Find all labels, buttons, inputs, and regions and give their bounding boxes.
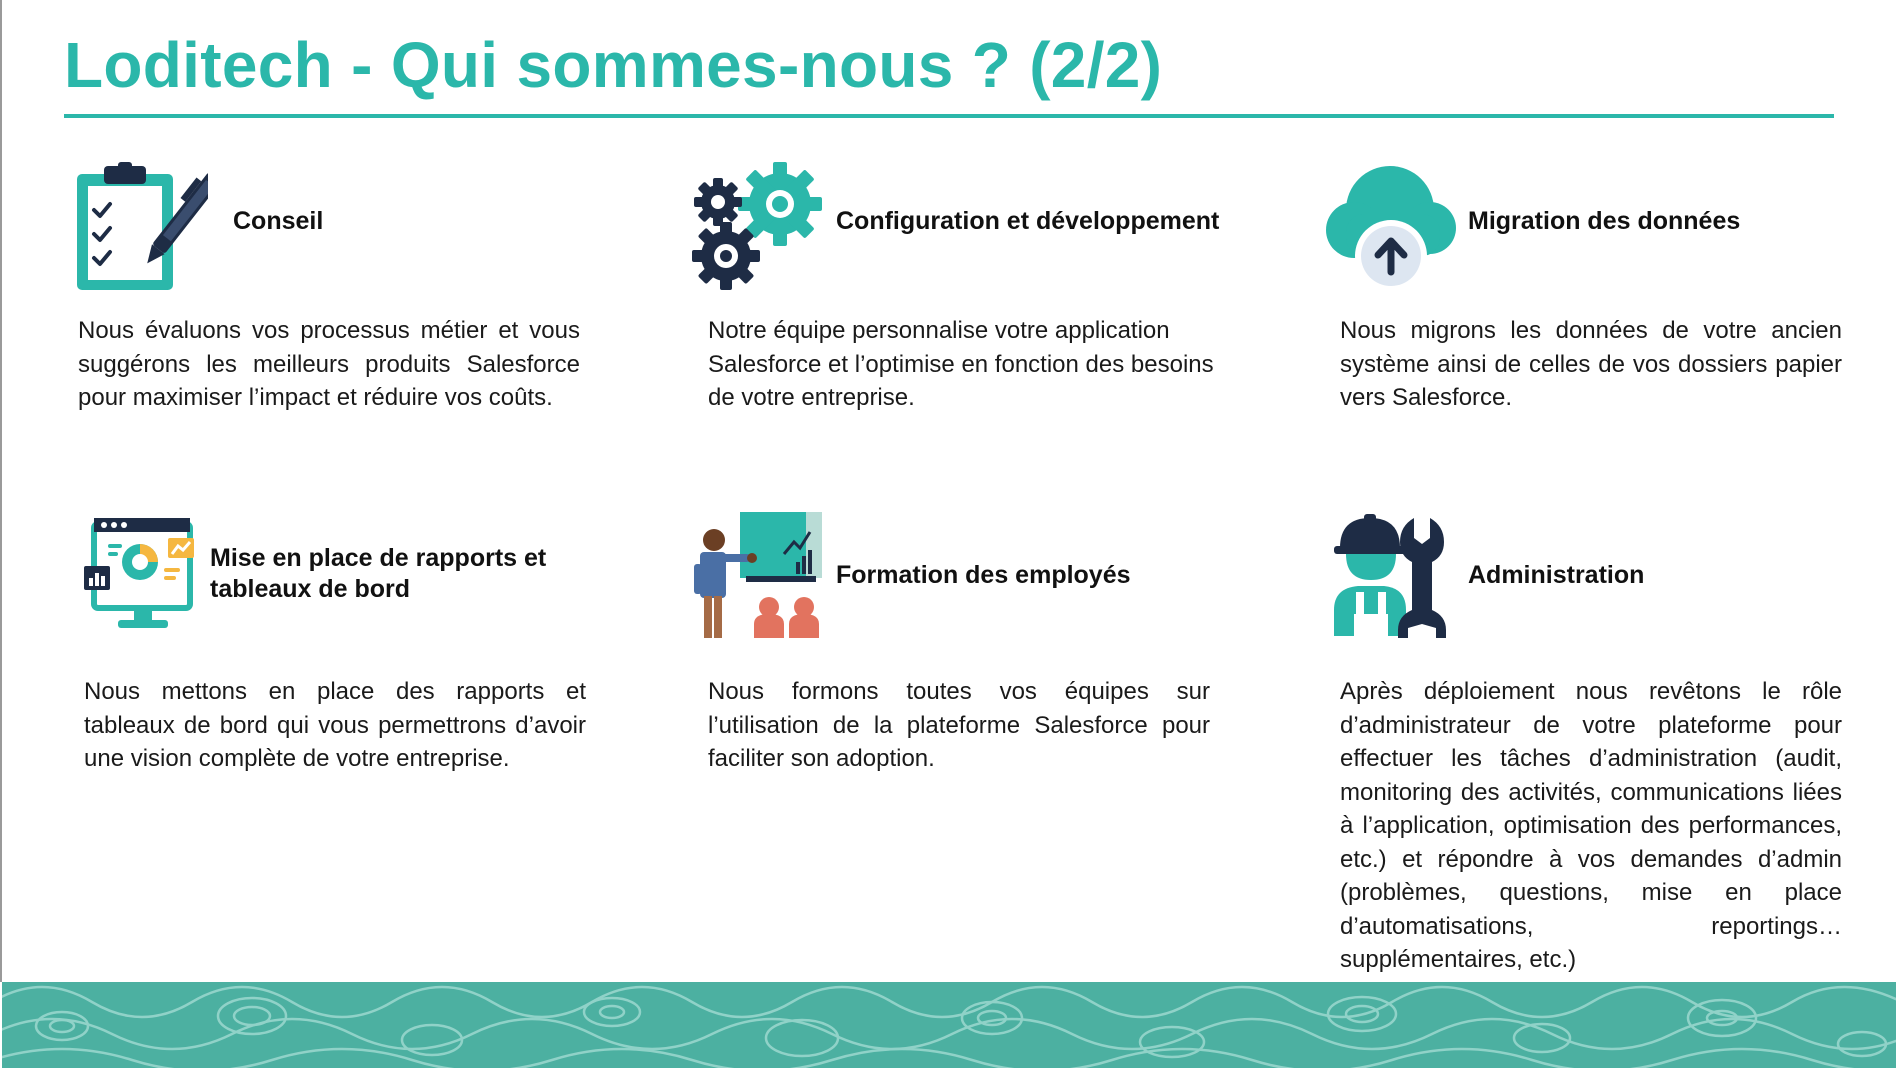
card-body-configuration: Notre équipe personnalise votre application Salesforce et l’optimise en fonction des besoins de votre entreprise.: [708, 317, 1214, 411]
gears-icon: [692, 160, 824, 292]
card-heading-formation: Formation des employés: [836, 561, 1131, 589]
worker-wrench-icon: [1334, 514, 1450, 638]
card-heading-rapports: Mise en place de rapports et tableaux de bord: [210, 544, 547, 603]
card-heading-configuration: Configuration et développement: [836, 207, 1220, 235]
card-body-formation: Nous formons toutes vos équipes sur l’utilisation de la plateforme Salesforce pour faciliter son adoption.: [708, 678, 1210, 772]
card-heading-administration: Administration: [1468, 561, 1645, 589]
card-body-conseil: Nous évaluons vos processus métier et vous suggérons les meilleurs produits Salesforce pour maximiser l’impact et réduire vos coûts.: [78, 317, 580, 411]
card-heading-migration: Migration des données: [1468, 207, 1741, 235]
card-body-rapports: Nous mettons en place des rapports et tableaux de bord qui vous permettrons d’avoir une vision complète de votre entreprise.: [84, 678, 586, 772]
slide-left-edge: [0, 0, 2, 982]
presentation-training-icon: [694, 510, 824, 640]
card-body-administration: Après déploiement nous revêtons le rôle d’administrateur de votre plateforme pour effectuer les tâches d’administration (audit, monitoring des activités, communications liées à l’application, optimisation des performances, etc.) et répondre à vos demandes d’admin (problèmes, questions, mise en place d’automatisations, reportings… supplémentaires, etc.): [1340, 678, 1842, 973]
clipboard-pen-icon: [74, 162, 208, 292]
card-body-migration: Nous migrons les données de votre ancien système ainsi de celles de vos dossiers papier vers Salesforce.: [1340, 317, 1842, 411]
topographic-pattern: [2, 982, 1896, 1068]
page-title: Loditech - Qui sommes-nous ? (2/2): [64, 29, 1163, 101]
cloud-upload-icon: [1326, 164, 1456, 294]
dashboard-monitor-icon: [84, 516, 202, 634]
title-underline: [64, 114, 1834, 118]
card-heading-conseil: Conseil: [233, 207, 324, 235]
footer-decorative-band: [2, 982, 1896, 1068]
